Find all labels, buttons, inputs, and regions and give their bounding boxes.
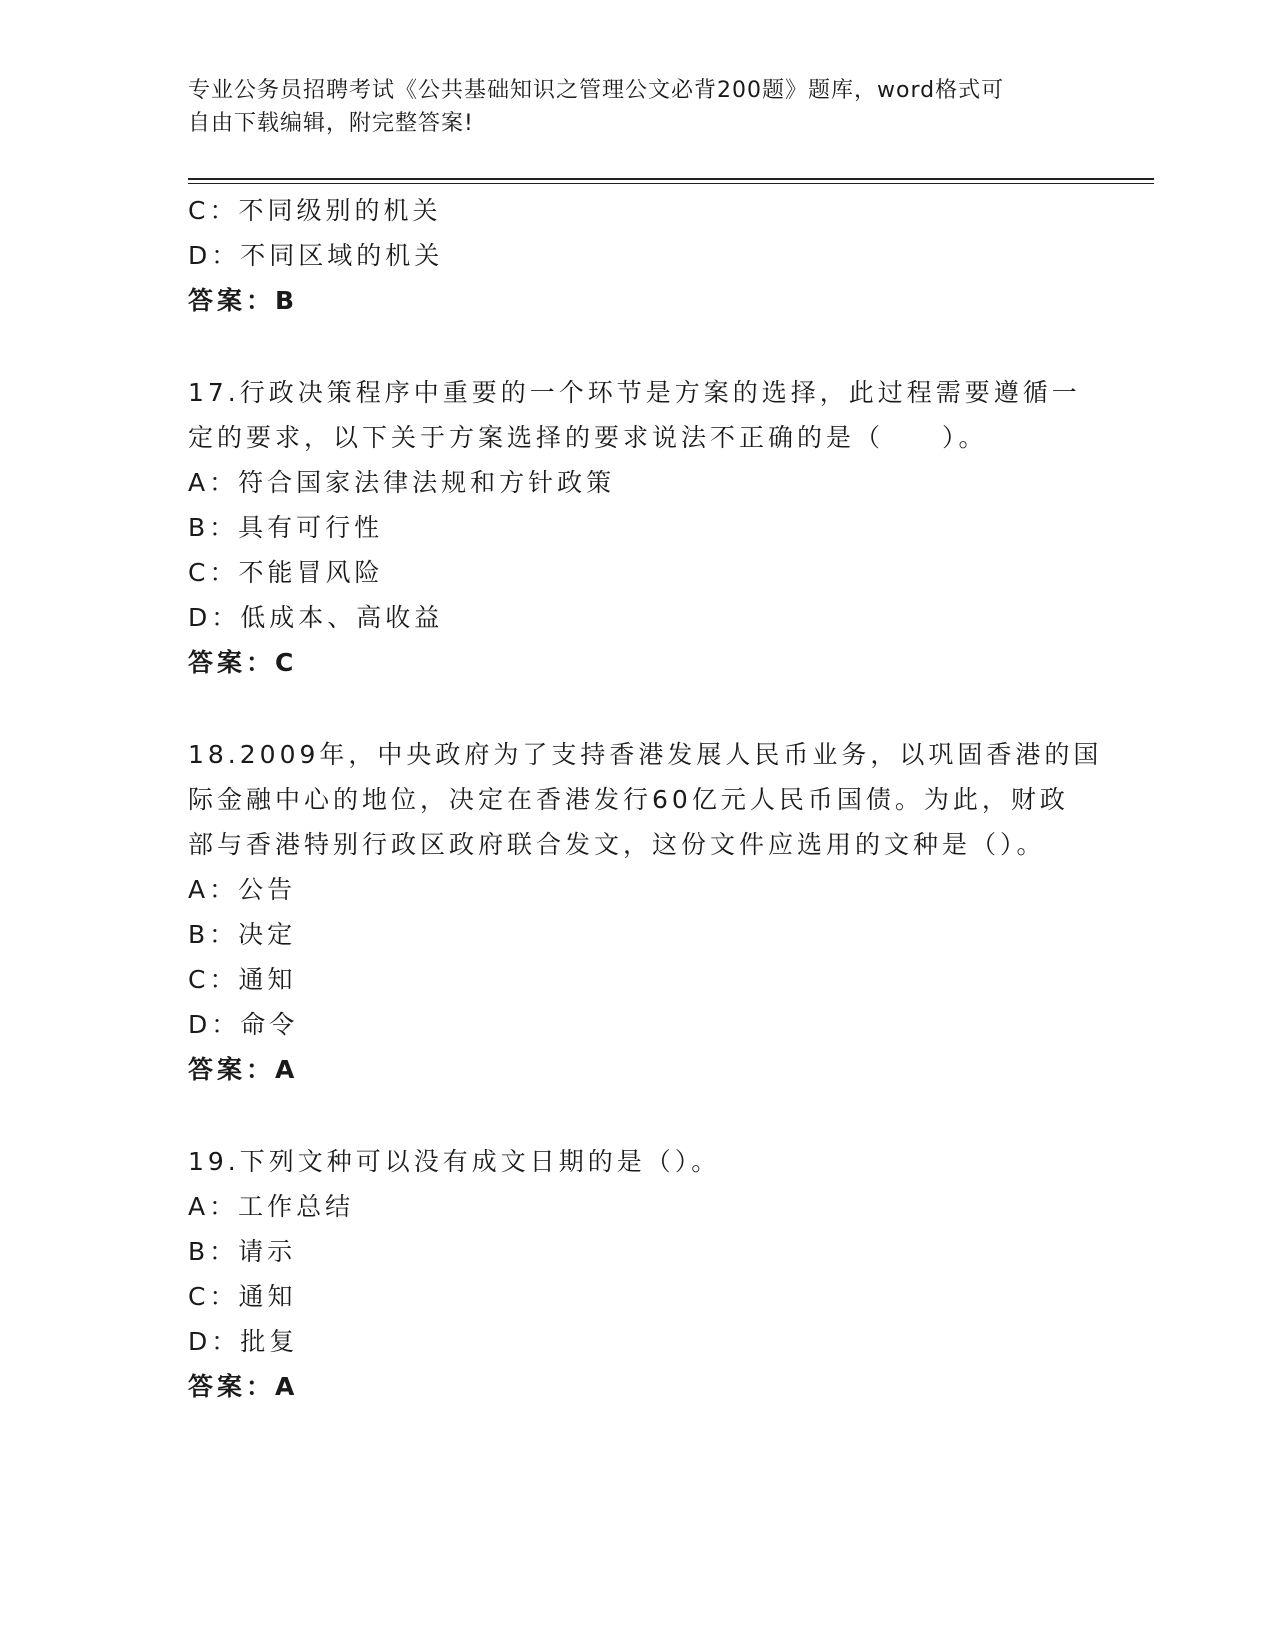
question-18 [188,732,1103,1092]
option-d: D：不同区域的机关 [188,241,444,270]
option-c: C：不同级别的机关 [188,196,442,225]
stem-line: 部与香港特别行政区政府联合发文，这份文件应选用的文种是（）。 [188,830,1046,859]
option-d: D：低成本、高收益 [188,603,444,632]
option-a: A：公告 [188,875,297,904]
option-b: B：决定 [188,920,297,949]
option-d: D：命令 [188,1010,299,1039]
option-c: C：不能冒风险 [188,558,384,587]
option-b: B：具有可行性 [188,513,384,542]
question-17 [188,370,1088,685]
stem-line: 定的要求，以下关于方案选择的要求说法不正确的是（ ）。 [188,423,988,452]
header-line-2: 自由下载编辑，附完整答案! [188,111,474,136]
header-line-1: 专业公务员招聘考试《公共基础知识之管理公文必背200题》题库，word格式可 [188,78,1005,103]
question-stem [188,370,1088,460]
answer: 答案：C [188,648,298,677]
stem-line: 际金融中心的地位，决定在香港发行60亿元人民币国债。为此，财政 [188,785,1069,814]
option-c: C：通知 [188,965,297,994]
answer: 答案：A [188,1055,299,1084]
prev-question-block [188,188,1088,323]
document-header [188,74,1068,140]
answer: 答案：B [188,286,299,315]
question-19 [188,1139,1088,1409]
question-stem [188,732,1103,867]
option-b: B：请示 [188,1237,297,1266]
option-a: A：工作总结 [188,1192,355,1221]
stem-line: 17.行政决策程序中重要的一个环节是方案的选择，此过程需要遵循一 [188,378,1081,407]
header-rule-thick [188,178,1154,180]
stem-line: 18.2009年，中央政府为了支持香港发展人民币业务，以巩固香港的国 [188,740,1103,769]
header-rule-thin [188,183,1154,184]
answer: 答案：A [188,1372,299,1401]
option-c: C：通知 [188,1282,297,1311]
question-content [188,188,1103,1409]
option-d: D：批复 [188,1327,299,1356]
question-stem [188,1139,1088,1184]
option-a: A：符合国家法律法规和方针政策 [188,468,616,497]
stem-line: 19.下列文种可以没有成文日期的是（）。 [188,1147,721,1176]
